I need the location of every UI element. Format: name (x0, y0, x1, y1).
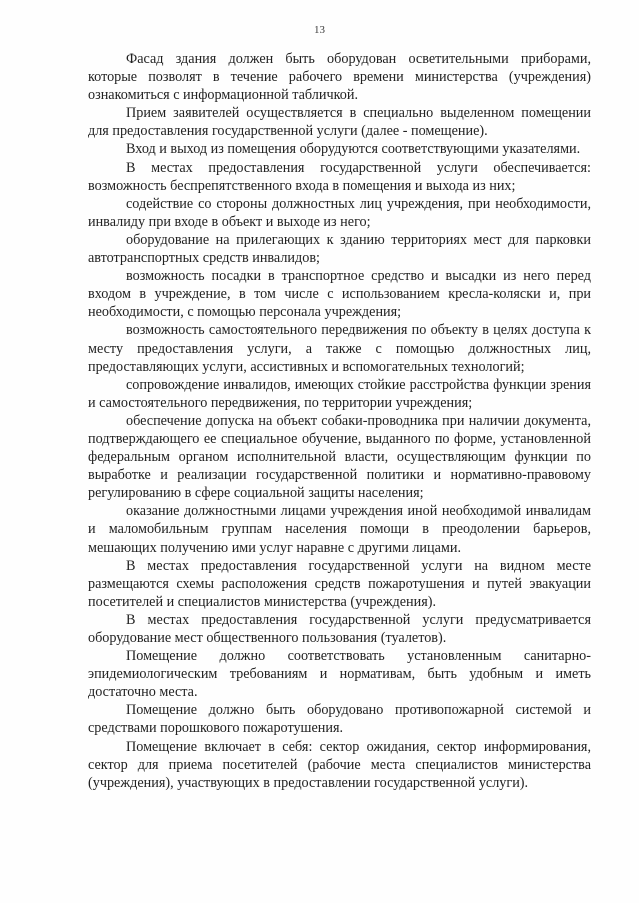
paragraph: Прием заявителей осуществляется в специально выделенном помещении для предоставления государственной услуги (далее - помещение). (88, 105, 591, 140)
paragraph: возможность посадки в транспортное средство и высадки из него перед входом в учреждение, в том числе с использованием кресла-коляски и, при необходимости, с помощью персонала учреждения; (88, 268, 591, 321)
paragraph: Фасад здания должен быть оборудован осветительными приборами, которые позволят в течение рабочего времени министерства (учреждения) ознакомиться с информационной табличкой. (88, 51, 591, 104)
paragraph: Помещение должно быть оборудовано противопожарной системой и средствами порошкового пожаротушения. (88, 702, 591, 737)
paragraph: В местах предоставления государственной услуги обеспечивается: возможность беспрепятственного входа в помещения и выхода из них; (88, 159, 591, 194)
paragraph: Вход и выход из помещения оборудуются соответствующими указателями. (126, 141, 581, 158)
paragraph: оказание должностными лицами учреждения иной необходимой инвалидам и маломобильным группам населения помощи в преодолении барьеров, мешающих получению ими услуг наравне с другими лицами. (88, 503, 591, 556)
paragraph: сопровождение инвалидов, имеющих стойкие расстройства функции зрения и самостоятельного передвижения, по территории учреждения; (88, 376, 591, 411)
paragraph: возможность самостоятельного передвижения по объекту в целях доступа к месту предоставления услуги, а также с помощью должностных лиц, предоставляющих услуги, ассистивных и вспомогательных технологий; (88, 322, 591, 375)
paragraph: обеспечение допуска на объект собаки-проводника при наличии документа, подтверждающего ее специальное обучение, выданного по форме, установленной федеральным органом исполнительной власти, осуществляющим функции по выработке и реализации государственной политики и нормативно-правовому регулированию в сфере социальной защиты населения; (88, 412, 591, 502)
paragraph: В местах предоставления государственной услуги предусматривается оборудование мест общественного пользования (туалетов). (88, 611, 591, 646)
paragraph: Помещение должно соответствовать установленным санитарно-эпидемиологическим требованиям и нормативам, быть удобным и иметь достаточно места. (88, 648, 591, 701)
page-number: 13 (314, 24, 325, 36)
paragraph: В местах предоставления государственной услуги на видном месте размещаются схемы расположения средств пожаротушения и путей эвакуации посетителей и специалистов министерства (учреждения). (88, 557, 591, 610)
paragraph: содействие со стороны должностных лиц учреждения, при необходимости, инвалиду при входе в объект и выходе из него; (88, 195, 591, 230)
paragraph: оборудование на прилегающих к зданию территориях мест для парковки автотранспортных средств инвалидов; (88, 231, 591, 267)
paragraph: Помещение включает в себя: сектор ожидания, сектор информирования, сектор для приема посетителей (рабочие места специалистов министерства (учреждения), участвующих в предоставлении государственной услуги). (88, 738, 591, 791)
document-body (88, 50, 591, 792)
